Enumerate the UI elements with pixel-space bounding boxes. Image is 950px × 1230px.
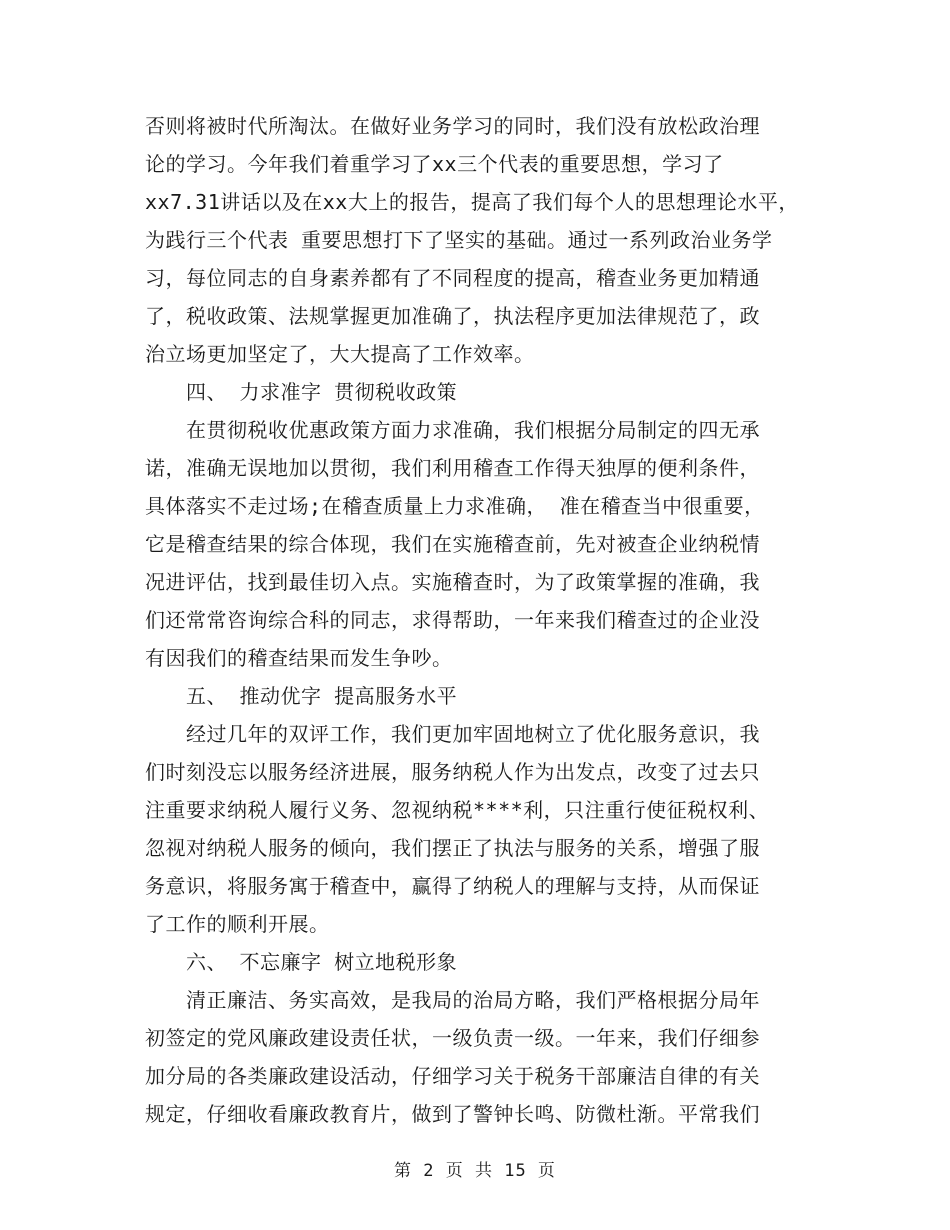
body-line: 注重要求纳税人履行义务、忽视纳税****利，只注重行使征税权利、 (145, 798, 770, 822)
body-line: 诺，准确无误地加以贯彻，我们利用稽查工作得天独厚的便利条件， (145, 456, 760, 480)
body-line: 务意识，将服务寓于稽查中，赢得了纳税人的理解与支持，从而保证 (145, 874, 760, 898)
body-line: 况进评估，找到最佳切入点。实施稽查时，为了政策掌握的准确，我 (145, 570, 760, 594)
body-line: 习，每位同志的自身素养都有了不同程度的提高，稽查业务更加精通 (145, 266, 760, 290)
body-line: 有因我们的稽查结果而发生争吵。 (145, 646, 453, 670)
body-line: 为践行三个代表 重要思想打下了坚实的基础。通过一系列政治业务学 (145, 228, 773, 252)
section-heading: 六、 不忘廉字 树立地税形象 (186, 950, 458, 974)
body-line: xx7.31讲话以及在xx大上的报告，提高了我们每个人的思想理论水平， (145, 190, 799, 214)
body-line: 它是稽查结果的综合体现，我们在实施稽查前，先对被查企业纳税情 (145, 532, 760, 556)
body-line: 治立场更加坚定了，大大提高了工作效率。 (145, 342, 535, 366)
body-line: 了，税收政策、法规掌握更加准确了，执法程序更加法律规范了，政 (145, 304, 760, 328)
body-line: 初签定的党风廉政建设责任状，一级负责一级。一年来，我们仔细参 (145, 1026, 760, 1050)
body-line: 具体落实不走过场;在稽查质量上力求准确， 准在稽查当中很重要， (145, 494, 765, 518)
body-line: 了工作的顺利开展。 (145, 912, 330, 936)
body-line: 在贯彻税收优惠政策方面力求准确，我们根据分局制定的四无承 (186, 418, 760, 442)
section-heading: 四、 力求准字 贯彻税收政策 (186, 380, 458, 404)
body-line: 清正廉洁、务实高效，是我局的治局方略，我们严格根据分局年 (186, 988, 760, 1012)
body-line: 们时刻没忘以服务经济进展，服务纳税人作为出发点，改变了过去只 (145, 760, 760, 784)
body-line: 否则将被时代所淘汰。在做好业务学习的同时，我们没有放松政治理 (145, 114, 760, 138)
body-line: 加分局的各类廉政建设活动，仔细学习关于税务干部廉洁自律的有关 (145, 1064, 760, 1088)
body-line: 规定，仔细收看廉政教育片，做到了警钟长鸣、防微杜渐。平常我们 (145, 1102, 760, 1126)
page-number-footer: 第 2 页 共 15 页 (394, 1161, 556, 1181)
body-line: 经过几年的双评工作，我们更加牢固地树立了优化服务意识，我 (186, 722, 760, 746)
body-line: 们还常常咨询综合科的同志，求得帮助，一年来我们稽查过的企业没 (145, 608, 760, 632)
body-line: 忽视对纳税人服务的倾向，我们摆正了执法与服务的关系，增强了服 (145, 836, 760, 860)
section-heading: 五、 推动优字 提高服务水平 (186, 684, 458, 708)
body-line: 论的学习。今年我们着重学习了xx三个代表的重要思想，学习了 (145, 152, 724, 176)
